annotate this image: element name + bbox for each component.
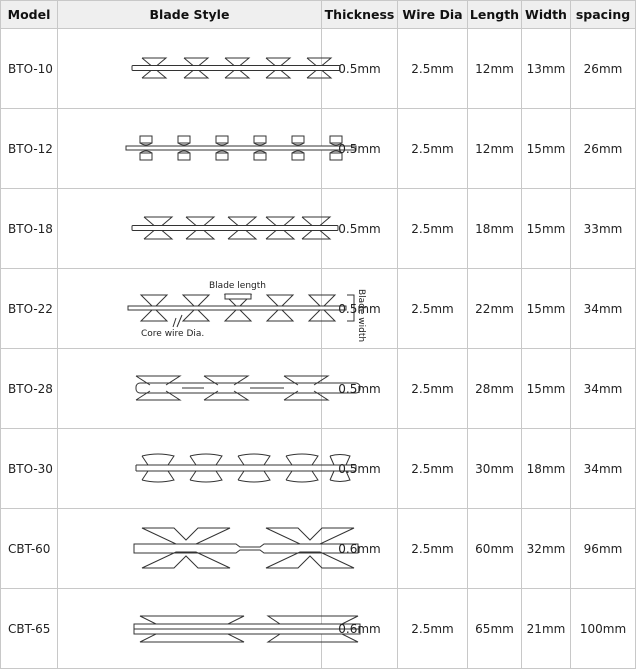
table-row <box>1 109 636 189</box>
model-cell: BTO-18 <box>1 189 58 269</box>
width-cell: 15mm <box>522 109 571 189</box>
model-cell: CBT-60 <box>1 509 58 589</box>
table-row <box>1 589 636 669</box>
blade-style-cell <box>58 189 322 269</box>
spacing-cell: 100mm <box>571 589 636 669</box>
model-cell: BTO-30 <box>1 429 58 509</box>
header-spacing: spacing <box>571 1 636 29</box>
length-cell: 18mm <box>468 189 522 269</box>
wire-dia-cell: 2.5mm <box>398 349 468 429</box>
spacing-cell: 33mm <box>571 189 636 269</box>
model-cell: BTO-10 <box>1 29 58 109</box>
width-cell: 18mm <box>522 429 571 509</box>
core-wire-dia-label: Core wire Dia. <box>141 329 205 339</box>
width-cell: 15mm <box>522 189 571 269</box>
cbt-65-blade-icon <box>58 589 322 668</box>
header-model: Model <box>1 1 58 29</box>
blade-style-cell <box>58 29 322 109</box>
bto-30-blade-icon <box>58 429 322 508</box>
model-cell: BTO-22 <box>1 269 58 349</box>
header-wire-dia: Wire Dia <box>398 1 468 29</box>
blade-length-label: Blade length <box>209 281 266 291</box>
thickness-cell: 0.5mm <box>322 269 398 349</box>
table-row <box>1 509 636 589</box>
wire-dia-cell: 2.5mm <box>398 429 468 509</box>
thickness-cell: 0.5mm <box>322 189 398 269</box>
header-row <box>1 1 636 29</box>
bto-28-blade-icon <box>58 349 322 428</box>
spacing-cell: 96mm <box>571 509 636 589</box>
wire-dia-cell: 2.5mm <box>398 269 468 349</box>
header-length: Length <box>468 1 522 29</box>
blade-width-label: Blade width <box>356 289 366 343</box>
width-cell: 21mm <box>522 589 571 669</box>
length-cell: 28mm <box>468 349 522 429</box>
width-cell: 32mm <box>522 509 571 589</box>
table-row <box>1 429 636 509</box>
length-cell: 65mm <box>468 589 522 669</box>
model-cell: CBT-65 <box>1 589 58 669</box>
thickness-cell: 0.6mm <box>322 509 398 589</box>
model-cell: BTO-12 <box>1 109 58 189</box>
wire-dia-cell: 2.5mm <box>398 29 468 109</box>
header-width: Width <box>522 1 571 29</box>
cbt-60-blade-icon <box>58 509 322 588</box>
bto-10-blade-icon <box>58 29 322 108</box>
blade-style-cell <box>58 589 322 669</box>
spacing-cell: 26mm <box>571 29 636 109</box>
thickness-cell: 0.5mm <box>322 29 398 109</box>
thickness-cell: 0.5mm <box>322 109 398 189</box>
thickness-cell: 0.6mm <box>322 589 398 669</box>
length-cell: 12mm <box>468 109 522 189</box>
blade-style-cell <box>58 349 322 429</box>
model-cell: BTO-28 <box>1 349 58 429</box>
table-row <box>1 189 636 269</box>
length-cell: 30mm <box>468 429 522 509</box>
width-cell: 15mm <box>522 349 571 429</box>
width-cell: 13mm <box>522 29 571 109</box>
length-cell: 22mm <box>468 269 522 349</box>
bto-12-blade-icon <box>58 109 322 188</box>
header-thickness: Thickness <box>322 1 398 29</box>
wire-dia-cell: 2.5mm <box>398 509 468 589</box>
spacing-cell: 34mm <box>571 349 636 429</box>
blade-style-cell <box>58 509 322 589</box>
length-cell: 60mm <box>468 509 522 589</box>
table-row <box>1 349 636 429</box>
blade-style-cell <box>58 429 322 509</box>
table-row <box>1 269 636 349</box>
spacing-cell: 34mm <box>571 269 636 349</box>
width-cell: 15mm <box>522 269 571 349</box>
thickness-cell: 0.5mm <box>322 429 398 509</box>
blade-style-cell <box>58 109 322 189</box>
wire-dia-cell: 2.5mm <box>398 109 468 189</box>
spacing-cell: 26mm <box>571 109 636 189</box>
table-row <box>1 29 636 109</box>
length-cell: 12mm <box>468 29 522 109</box>
spacing-cell: 34mm <box>571 429 636 509</box>
thickness-cell: 0.5mm <box>322 349 398 429</box>
wire-dia-cell: 2.5mm <box>398 189 468 269</box>
header-blade-style: Blade Style <box>58 1 322 29</box>
wire-dia-cell: 2.5mm <box>398 589 468 669</box>
bto-18-blade-icon <box>58 189 322 268</box>
